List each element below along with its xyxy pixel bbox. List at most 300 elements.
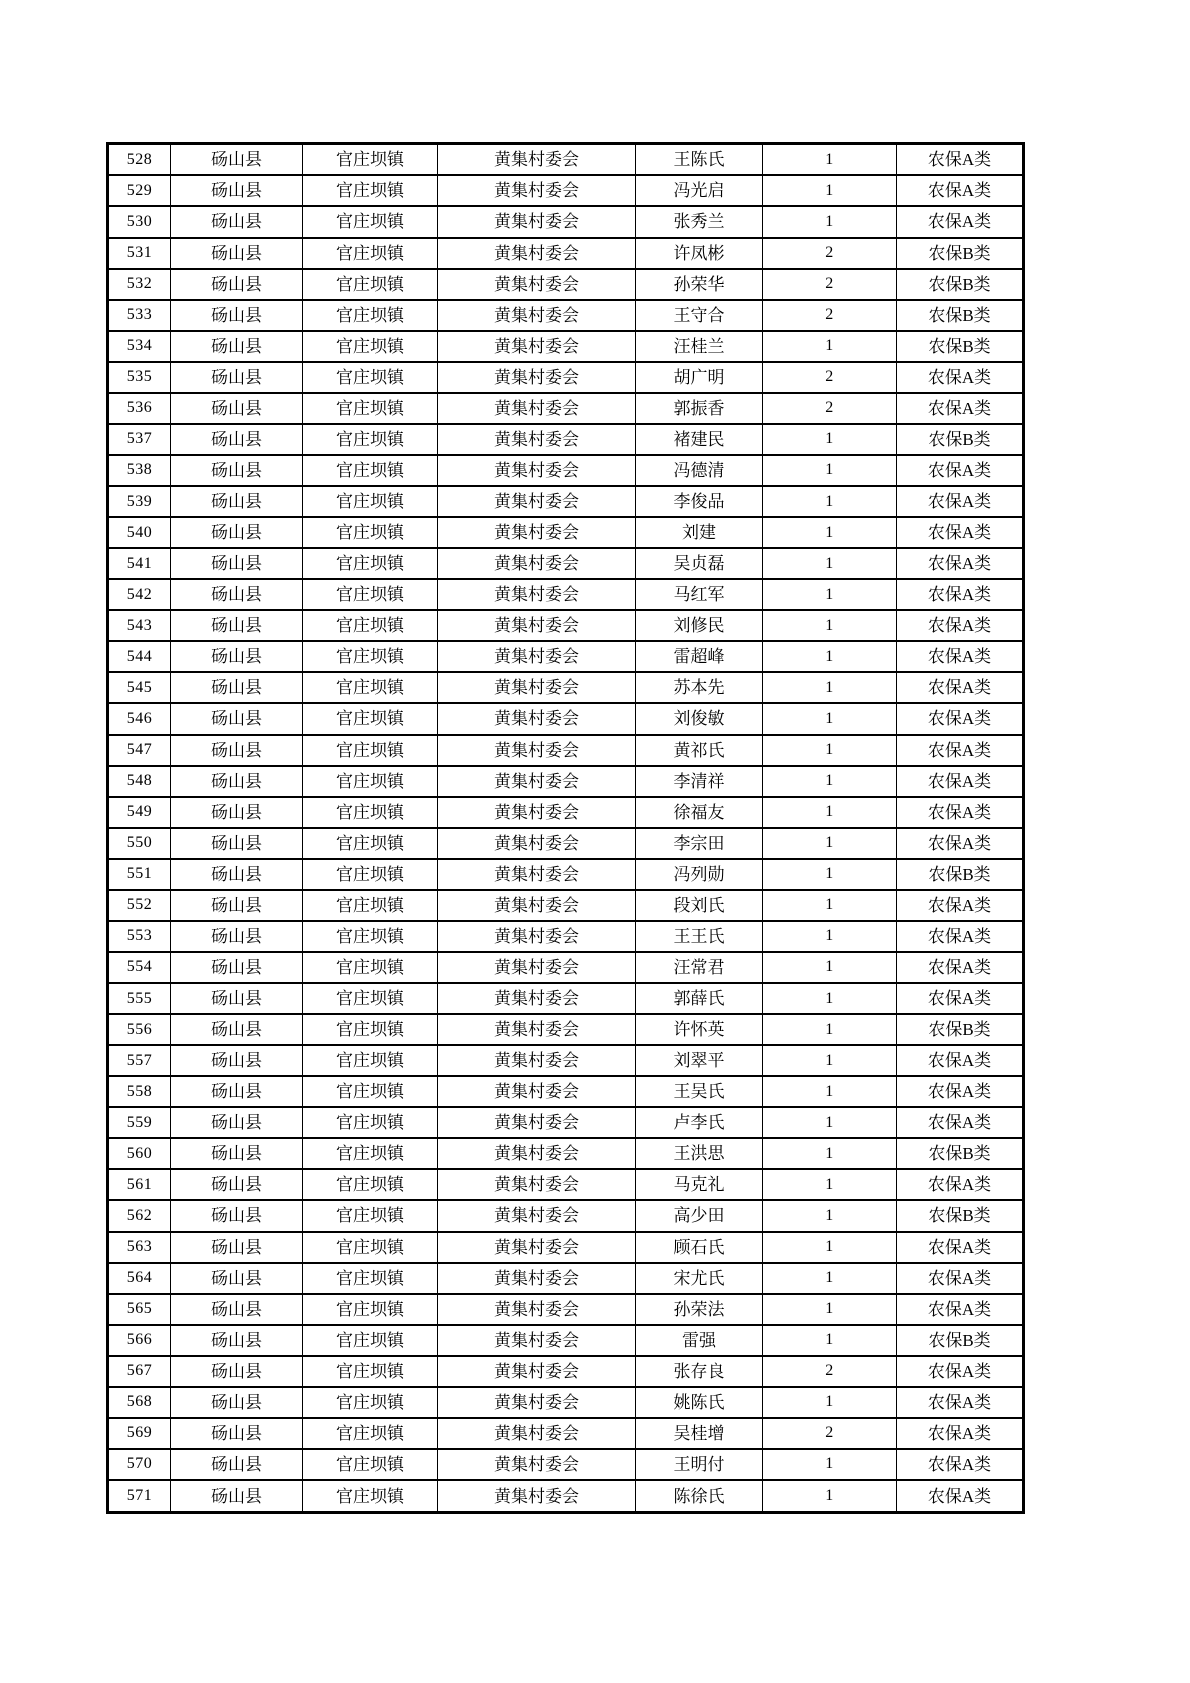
cell-village: 黄集村委会: [438, 238, 636, 269]
cell-village: 黄集村委会: [438, 1418, 636, 1449]
cell-category: 农保A类: [897, 1076, 1024, 1107]
cell-town: 官庄坝镇: [303, 890, 438, 921]
cell-category: 农保A类: [897, 1449, 1024, 1480]
cell-category: 农保B类: [897, 331, 1024, 362]
cell-category: 农保B类: [897, 1014, 1024, 1045]
cell-count: 1: [763, 859, 897, 890]
cell-category: 农保A类: [897, 144, 1024, 176]
cell-count: 1: [763, 1169, 897, 1200]
cell-county: 砀山县: [171, 1449, 303, 1480]
cell-serial: 558: [108, 1076, 171, 1107]
cell-count: 1: [763, 1045, 897, 1076]
cell-town: 官庄坝镇: [303, 393, 438, 424]
cell-serial: 548: [108, 766, 171, 797]
cell-serial: 547: [108, 735, 171, 766]
cell-town: 官庄坝镇: [303, 1263, 438, 1294]
cell-town: 官庄坝镇: [303, 1138, 438, 1169]
table-row: [108, 175, 1024, 206]
cell-serial: 552: [108, 890, 171, 921]
cell-village: 黄集村委会: [438, 703, 636, 734]
cell-category: 农保A类: [897, 672, 1024, 703]
cell-town: 官庄坝镇: [303, 1294, 438, 1325]
cell-serial: 529: [108, 175, 171, 206]
cell-name: 雷强: [636, 1325, 763, 1356]
cell-serial: 567: [108, 1356, 171, 1387]
cell-town: 官庄坝镇: [303, 206, 438, 237]
cell-category: 农保B类: [897, 424, 1024, 455]
cell-town: 官庄坝镇: [303, 1107, 438, 1138]
cell-category: 农保A类: [897, 517, 1024, 548]
cell-category: 农保A类: [897, 1387, 1024, 1418]
table-row: [108, 517, 1024, 548]
cell-name: 王明付: [636, 1449, 763, 1480]
cell-county: 砀山县: [171, 641, 303, 672]
cell-village: 黄集村委会: [438, 1107, 636, 1138]
table-row: [108, 362, 1024, 393]
cell-town: 官庄坝镇: [303, 300, 438, 331]
cell-serial: 539: [108, 486, 171, 517]
cell-name: 吴桂增: [636, 1418, 763, 1449]
cell-name: 雷超峰: [636, 641, 763, 672]
cell-count: 2: [763, 269, 897, 300]
cell-category: 农保B类: [897, 1138, 1024, 1169]
table-row: [108, 455, 1024, 486]
cell-county: 砀山县: [171, 1325, 303, 1356]
cell-town: 官庄坝镇: [303, 1076, 438, 1107]
cell-category: 农保A类: [897, 952, 1024, 983]
cell-category: 农保A类: [897, 1356, 1024, 1387]
cell-category: 农保B类: [897, 1325, 1024, 1356]
table-row: [108, 331, 1024, 362]
cell-serial: 537: [108, 424, 171, 455]
cell-name: 郭振香: [636, 393, 763, 424]
cell-name: 褚建民: [636, 424, 763, 455]
cell-category: 农保A类: [897, 890, 1024, 921]
cell-village: 黄集村委会: [438, 362, 636, 393]
cell-county: 砀山县: [171, 921, 303, 952]
table-row: [108, 828, 1024, 859]
cell-village: 黄集村委会: [438, 455, 636, 486]
table-row: [108, 1045, 1024, 1076]
cell-category: 农保A类: [897, 703, 1024, 734]
roster-table-body: [108, 144, 1024, 1513]
table-row: [108, 797, 1024, 828]
cell-name: 王洪思: [636, 1138, 763, 1169]
cell-name: 张秀兰: [636, 206, 763, 237]
cell-county: 砀山县: [171, 703, 303, 734]
cell-county: 砀山县: [171, 828, 303, 859]
cell-village: 黄集村委会: [438, 1232, 636, 1263]
cell-count: 1: [763, 486, 897, 517]
cell-serial: 542: [108, 579, 171, 610]
cell-county: 砀山县: [171, 1232, 303, 1263]
table-row: [108, 300, 1024, 331]
cell-category: 农保A类: [897, 797, 1024, 828]
cell-serial: 536: [108, 393, 171, 424]
table-row: [108, 641, 1024, 672]
cell-count: 2: [763, 1356, 897, 1387]
cell-county: 砀山县: [171, 1169, 303, 1200]
cell-town: 官庄坝镇: [303, 269, 438, 300]
cell-county: 砀山县: [171, 455, 303, 486]
cell-village: 黄集村委会: [438, 1138, 636, 1169]
cell-name: 王陈氏: [636, 144, 763, 176]
table-row: [108, 1076, 1024, 1107]
cell-serial: 557: [108, 1045, 171, 1076]
table-row: [108, 424, 1024, 455]
cell-town: 官庄坝镇: [303, 859, 438, 890]
cell-count: 1: [763, 424, 897, 455]
cell-county: 砀山县: [171, 1076, 303, 1107]
cell-serial: 532: [108, 269, 171, 300]
cell-county: 砀山县: [171, 1387, 303, 1418]
cell-town: 官庄坝镇: [303, 424, 438, 455]
cell-serial: 570: [108, 1449, 171, 1480]
cell-serial: 569: [108, 1418, 171, 1449]
cell-category: 农保A类: [897, 1232, 1024, 1263]
table-row: [108, 610, 1024, 641]
cell-village: 黄集村委会: [438, 1014, 636, 1045]
cell-category: 农保A类: [897, 579, 1024, 610]
cell-town: 官庄坝镇: [303, 1045, 438, 1076]
cell-village: 黄集村委会: [438, 1076, 636, 1107]
table-row: [108, 393, 1024, 424]
cell-serial: 564: [108, 1263, 171, 1294]
cell-serial: 528: [108, 144, 171, 176]
table-row: [108, 1480, 1024, 1512]
cell-county: 砀山县: [171, 144, 303, 176]
cell-county: 砀山县: [171, 300, 303, 331]
table-row: [108, 921, 1024, 952]
table-row: [108, 766, 1024, 797]
cell-town: 官庄坝镇: [303, 1200, 438, 1231]
cell-town: 官庄坝镇: [303, 641, 438, 672]
cell-county: 砀山县: [171, 206, 303, 237]
cell-category: 农保B类: [897, 300, 1024, 331]
cell-serial: 544: [108, 641, 171, 672]
cell-county: 砀山县: [171, 1107, 303, 1138]
cell-village: 黄集村委会: [438, 144, 636, 176]
cell-count: 2: [763, 238, 897, 269]
table-row: [108, 206, 1024, 237]
cell-county: 砀山县: [171, 1263, 303, 1294]
table-row: [108, 238, 1024, 269]
cell-town: 官庄坝镇: [303, 766, 438, 797]
cell-county: 砀山县: [171, 486, 303, 517]
cell-serial: 535: [108, 362, 171, 393]
cell-name: 卢李氏: [636, 1107, 763, 1138]
cell-county: 砀山县: [171, 175, 303, 206]
cell-town: 官庄坝镇: [303, 455, 438, 486]
cell-county: 砀山县: [171, 983, 303, 1014]
cell-serial: 562: [108, 1200, 171, 1231]
table-row: [108, 952, 1024, 983]
cell-serial: 565: [108, 1294, 171, 1325]
cell-count: 1: [763, 703, 897, 734]
cell-county: 砀山县: [171, 797, 303, 828]
cell-category: 农保A类: [897, 921, 1024, 952]
cell-village: 黄集村委会: [438, 1294, 636, 1325]
cell-count: 1: [763, 1449, 897, 1480]
cell-county: 砀山县: [171, 610, 303, 641]
cell-serial: 538: [108, 455, 171, 486]
table-row: [108, 144, 1024, 176]
cell-town: 官庄坝镇: [303, 921, 438, 952]
table-row: [108, 1356, 1024, 1387]
cell-village: 黄集村委会: [438, 300, 636, 331]
cell-count: 1: [763, 983, 897, 1014]
cell-count: 1: [763, 548, 897, 579]
cell-category: 农保A类: [897, 828, 1024, 859]
cell-village: 黄集村委会: [438, 548, 636, 579]
cell-name: 顾石氏: [636, 1232, 763, 1263]
cell-count: 1: [763, 1014, 897, 1045]
cell-town: 官庄坝镇: [303, 579, 438, 610]
cell-count: 1: [763, 735, 897, 766]
cell-category: 农保A类: [897, 1480, 1024, 1512]
table-row: [108, 1325, 1024, 1356]
cell-village: 黄集村委会: [438, 766, 636, 797]
cell-village: 黄集村委会: [438, 1200, 636, 1231]
cell-county: 砀山县: [171, 1294, 303, 1325]
cell-village: 黄集村委会: [438, 859, 636, 890]
cell-serial: 555: [108, 983, 171, 1014]
cell-name: 马红军: [636, 579, 763, 610]
cell-name: 高少田: [636, 1200, 763, 1231]
table-row: [108, 1449, 1024, 1480]
cell-category: 农保A类: [897, 455, 1024, 486]
cell-name: 孙荣法: [636, 1294, 763, 1325]
cell-category: 农保B类: [897, 269, 1024, 300]
cell-county: 砀山县: [171, 890, 303, 921]
cell-category: 农保A类: [897, 486, 1024, 517]
cell-count: 1: [763, 672, 897, 703]
cell-village: 黄集村委会: [438, 983, 636, 1014]
table-row: [108, 1418, 1024, 1449]
cell-town: 官庄坝镇: [303, 331, 438, 362]
cell-town: 官庄坝镇: [303, 548, 438, 579]
cell-count: 1: [763, 921, 897, 952]
cell-village: 黄集村委会: [438, 921, 636, 952]
table-row: [108, 859, 1024, 890]
cell-village: 黄集村委会: [438, 1045, 636, 1076]
cell-serial: 554: [108, 952, 171, 983]
cell-category: 农保A类: [897, 1294, 1024, 1325]
table-row: [108, 1014, 1024, 1045]
cell-village: 黄集村委会: [438, 890, 636, 921]
cell-town: 官庄坝镇: [303, 238, 438, 269]
cell-town: 官庄坝镇: [303, 362, 438, 393]
cell-count: 1: [763, 1232, 897, 1263]
cell-count: 1: [763, 144, 897, 176]
cell-serial: 560: [108, 1138, 171, 1169]
cell-category: 农保A类: [897, 362, 1024, 393]
cell-name: 冯光启: [636, 175, 763, 206]
cell-count: 1: [763, 517, 897, 548]
table-row: [108, 1232, 1024, 1263]
cell-village: 黄集村委会: [438, 828, 636, 859]
cell-county: 砀山县: [171, 1418, 303, 1449]
cell-name: 徐福友: [636, 797, 763, 828]
cell-count: 1: [763, 1107, 897, 1138]
cell-name: 冯德清: [636, 455, 763, 486]
cell-count: 1: [763, 1387, 897, 1418]
cell-town: 官庄坝镇: [303, 1480, 438, 1512]
cell-name: 胡广明: [636, 362, 763, 393]
cell-village: 黄集村委会: [438, 486, 636, 517]
cell-village: 黄集村委会: [438, 206, 636, 237]
table-row: [108, 269, 1024, 300]
cell-county: 砀山县: [171, 424, 303, 455]
cell-town: 官庄坝镇: [303, 610, 438, 641]
cell-name: 冯列勋: [636, 859, 763, 890]
cell-category: 农保A类: [897, 983, 1024, 1014]
cell-count: 1: [763, 952, 897, 983]
cell-count: 1: [763, 1076, 897, 1107]
table-row: [108, 672, 1024, 703]
cell-county: 砀山县: [171, 1480, 303, 1512]
beneficiary-roster-table: [106, 142, 1025, 1514]
cell-name: 吴贞磊: [636, 548, 763, 579]
cell-name: 孙荣华: [636, 269, 763, 300]
cell-count: 1: [763, 797, 897, 828]
cell-count: 1: [763, 1200, 897, 1231]
cell-village: 黄集村委会: [438, 672, 636, 703]
cell-village: 黄集村委会: [438, 1387, 636, 1418]
table-row: [108, 548, 1024, 579]
cell-county: 砀山县: [171, 766, 303, 797]
table-row: [108, 486, 1024, 517]
cell-county: 砀山县: [171, 735, 303, 766]
cell-village: 黄集村委会: [438, 269, 636, 300]
cell-town: 官庄坝镇: [303, 983, 438, 1014]
cell-town: 官庄坝镇: [303, 1325, 438, 1356]
cell-serial: 550: [108, 828, 171, 859]
cell-count: 1: [763, 1480, 897, 1512]
cell-name: 李俊品: [636, 486, 763, 517]
cell-count: 1: [763, 1294, 897, 1325]
cell-village: 黄集村委会: [438, 735, 636, 766]
table-row: [108, 579, 1024, 610]
cell-town: 官庄坝镇: [303, 1387, 438, 1418]
cell-serial: 561: [108, 1169, 171, 1200]
cell-village: 黄集村委会: [438, 1325, 636, 1356]
table-row: [108, 1200, 1024, 1231]
cell-name: 许凤彬: [636, 238, 763, 269]
table-row: [108, 1169, 1024, 1200]
cell-name: 陈徐氏: [636, 1480, 763, 1512]
cell-village: 黄集村委会: [438, 331, 636, 362]
cell-county: 砀山县: [171, 672, 303, 703]
cell-name: 刘修民: [636, 610, 763, 641]
cell-serial: 541: [108, 548, 171, 579]
cell-county: 砀山县: [171, 548, 303, 579]
cell-category: 农保A类: [897, 1045, 1024, 1076]
cell-name: 郭薛氏: [636, 983, 763, 1014]
table-row: [108, 703, 1024, 734]
cell-serial: 553: [108, 921, 171, 952]
cell-name: 刘俊敏: [636, 703, 763, 734]
cell-name: 黄祁氏: [636, 735, 763, 766]
cell-count: 1: [763, 1325, 897, 1356]
cell-village: 黄集村委会: [438, 610, 636, 641]
cell-category: 农保B类: [897, 1200, 1024, 1231]
cell-town: 官庄坝镇: [303, 952, 438, 983]
cell-town: 官庄坝镇: [303, 175, 438, 206]
cell-count: 1: [763, 766, 897, 797]
cell-village: 黄集村委会: [438, 797, 636, 828]
cell-county: 砀山县: [171, 331, 303, 362]
cell-category: 农保A类: [897, 175, 1024, 206]
cell-serial: 551: [108, 859, 171, 890]
cell-name: 段刘氏: [636, 890, 763, 921]
cell-count: 2: [763, 362, 897, 393]
cell-name: 李清祥: [636, 766, 763, 797]
cell-serial: 559: [108, 1107, 171, 1138]
cell-village: 黄集村委会: [438, 393, 636, 424]
cell-town: 官庄坝镇: [303, 1232, 438, 1263]
cell-count: 2: [763, 1418, 897, 1449]
cell-county: 砀山县: [171, 952, 303, 983]
cell-serial: 549: [108, 797, 171, 828]
cell-county: 砀山县: [171, 1356, 303, 1387]
cell-village: 黄集村委会: [438, 424, 636, 455]
cell-serial: 534: [108, 331, 171, 362]
cell-serial: 540: [108, 517, 171, 548]
cell-county: 砀山县: [171, 517, 303, 548]
cell-serial: 533: [108, 300, 171, 331]
cell-count: 1: [763, 175, 897, 206]
cell-town: 官庄坝镇: [303, 703, 438, 734]
cell-town: 官庄坝镇: [303, 797, 438, 828]
cell-county: 砀山县: [171, 238, 303, 269]
table-row: [108, 983, 1024, 1014]
cell-name: 王吴氏: [636, 1076, 763, 1107]
cell-town: 官庄坝镇: [303, 1449, 438, 1480]
cell-count: 2: [763, 393, 897, 424]
cell-county: 砀山县: [171, 1014, 303, 1045]
cell-serial: 530: [108, 206, 171, 237]
cell-serial: 566: [108, 1325, 171, 1356]
cell-county: 砀山县: [171, 1045, 303, 1076]
cell-town: 官庄坝镇: [303, 1014, 438, 1045]
cell-category: 农保A类: [897, 1263, 1024, 1294]
cell-name: 姚陈氏: [636, 1387, 763, 1418]
cell-village: 黄集村委会: [438, 1263, 636, 1294]
cell-town: 官庄坝镇: [303, 1418, 438, 1449]
cell-category: 农保A类: [897, 766, 1024, 797]
cell-village: 黄集村委会: [438, 579, 636, 610]
cell-category: 农保B类: [897, 859, 1024, 890]
cell-town: 官庄坝镇: [303, 735, 438, 766]
cell-name: 王守合: [636, 300, 763, 331]
cell-category: 农保A类: [897, 1418, 1024, 1449]
table-row: [108, 1263, 1024, 1294]
cell-category: 农保A类: [897, 641, 1024, 672]
cell-town: 官庄坝镇: [303, 1356, 438, 1387]
cell-county: 砀山县: [171, 393, 303, 424]
cell-category: 农保A类: [897, 206, 1024, 237]
cell-count: 1: [763, 610, 897, 641]
cell-village: 黄集村委会: [438, 1169, 636, 1200]
cell-serial: 545: [108, 672, 171, 703]
cell-name: 刘翠平: [636, 1045, 763, 1076]
cell-serial: 556: [108, 1014, 171, 1045]
cell-serial: 543: [108, 610, 171, 641]
cell-category: 农保A类: [897, 393, 1024, 424]
cell-village: 黄集村委会: [438, 1480, 636, 1512]
cell-category: 农保A类: [897, 548, 1024, 579]
